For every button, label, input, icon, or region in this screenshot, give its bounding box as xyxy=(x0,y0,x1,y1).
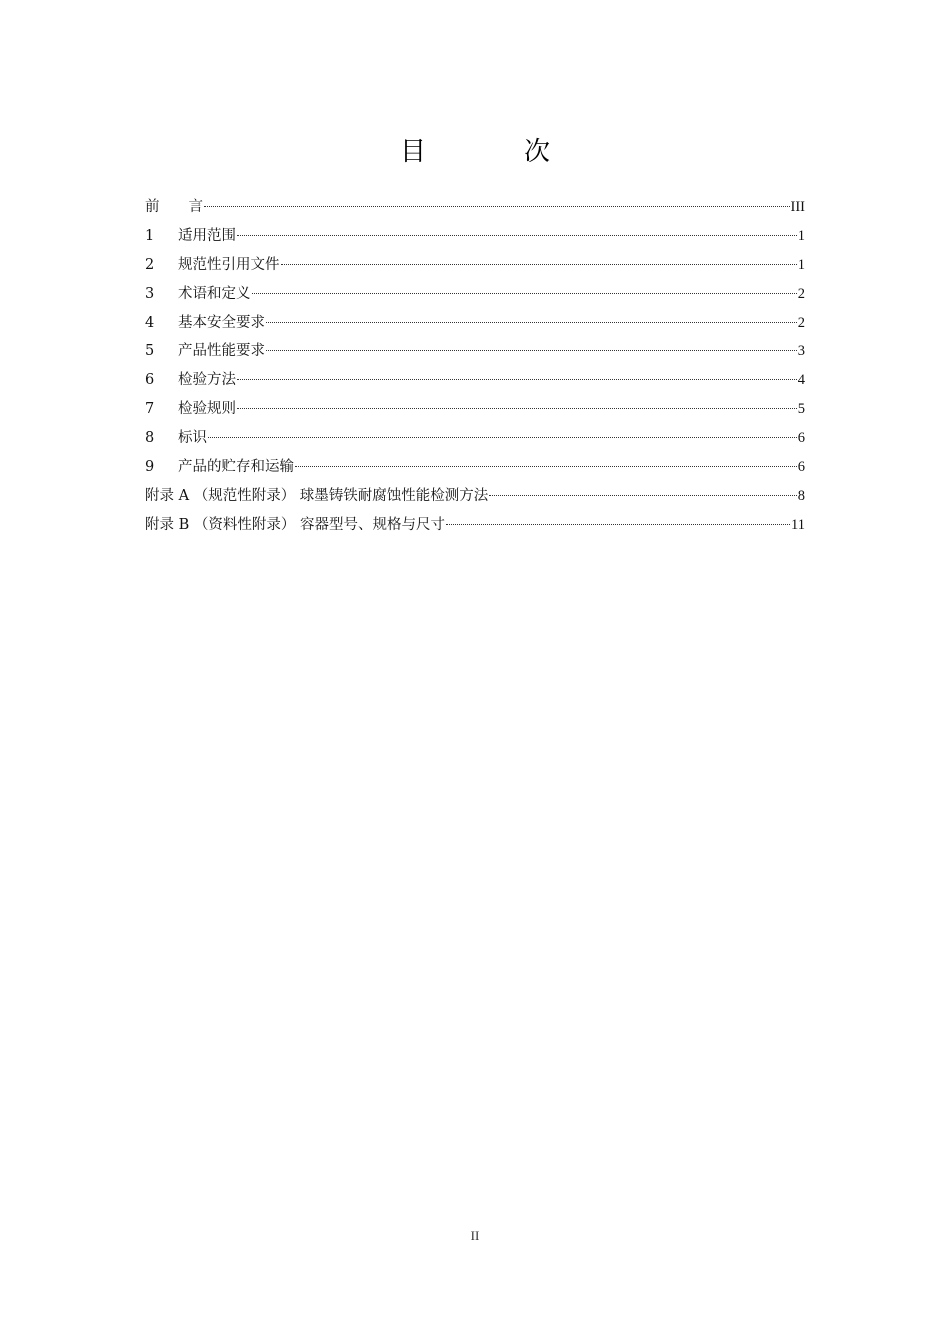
toc-dot-leader xyxy=(237,408,797,409)
toc-entry-appendix-b[interactable] xyxy=(145,514,805,543)
toc-entry-7[interactable] xyxy=(145,398,805,427)
toc-entry-number: 8 xyxy=(145,430,155,447)
toc-entry-number: 6 xyxy=(145,372,155,389)
toc-dot-leader xyxy=(281,264,797,265)
toc-dot-leader xyxy=(295,466,797,467)
toc-entry-number: 2 xyxy=(145,256,155,273)
toc-entry-5[interactable] xyxy=(145,340,805,369)
toc-entry-title: 规范性引用文件 xyxy=(178,256,280,273)
toc-entry-title: 基本安全要求 xyxy=(178,314,265,331)
toc-entry-appendix-a[interactable] xyxy=(145,485,805,514)
toc-entry-page: 1 xyxy=(797,227,805,244)
toc-entry-number: 9 xyxy=(145,459,155,476)
table-of-contents xyxy=(145,196,805,543)
toc-entry-number: 附录 A xyxy=(145,487,190,504)
toc-dot-leader xyxy=(237,379,797,380)
toc-entry-page: 6 xyxy=(797,459,805,476)
toc-entry-page: 1 xyxy=(797,256,805,273)
toc-entry-number: 3 xyxy=(145,285,155,302)
toc-entry-page: 5 xyxy=(797,401,805,418)
toc-entry-title: （规范性附录） 球墨铸铁耐腐蚀性能检测方法 xyxy=(189,487,489,504)
toc-entry-page: 11 xyxy=(791,516,805,533)
toc-entry-title: 言 xyxy=(159,199,203,215)
toc-entry-number: 附录 B xyxy=(145,516,190,533)
toc-dot-leader xyxy=(237,235,797,236)
toc-entry-9[interactable] xyxy=(145,456,805,485)
toc-dot-leader xyxy=(204,206,790,207)
toc-entry-number: 前 xyxy=(145,199,160,215)
toc-dot-leader xyxy=(489,495,796,496)
toc-entry-title: （资料性附录） 容器型号、规格与尺寸 xyxy=(189,516,445,533)
toc-entry-4[interactable] xyxy=(145,312,805,341)
toc-entry-page: 8 xyxy=(797,487,805,504)
toc-dot-leader xyxy=(266,322,797,323)
toc-entry-8[interactable] xyxy=(145,427,805,456)
toc-entry-number: 7 xyxy=(145,401,155,418)
toc-entry-title: 标识 xyxy=(178,430,207,447)
page-title: 目 次 xyxy=(399,137,586,167)
toc-dot-leader xyxy=(208,437,797,438)
toc-entry-1[interactable] xyxy=(145,225,805,254)
page-number: II xyxy=(470,1228,480,1243)
toc-entry-number: 4 xyxy=(145,314,155,331)
toc-entry-2[interactable] xyxy=(145,254,805,283)
toc-entry-title: 检验规则 xyxy=(178,401,236,418)
toc-entry-title: 检验方法 xyxy=(178,372,236,389)
toc-entry-title: 产品性能要求 xyxy=(178,343,265,360)
toc-entry-page: 4 xyxy=(797,372,805,389)
toc-entry-page: 6 xyxy=(797,430,805,447)
toc-dot-leader xyxy=(446,524,790,525)
toc-entry-page: 2 xyxy=(797,314,805,331)
toc-entry-3[interactable] xyxy=(145,283,805,312)
toc-entry-preface[interactable] xyxy=(145,196,805,225)
toc-dot-leader xyxy=(252,293,797,294)
toc-entry-title: 术语和定义 xyxy=(178,285,251,302)
toc-entry-6[interactable] xyxy=(145,369,805,398)
toc-entry-title: 适用范围 xyxy=(178,227,236,244)
toc-entry-title: 产品的贮存和运输 xyxy=(178,459,294,476)
toc-dot-leader xyxy=(266,350,797,351)
toc-entry-number: 5 xyxy=(145,343,155,360)
toc-entry-page: III xyxy=(790,199,805,215)
toc-entry-number: 1 xyxy=(145,227,155,244)
toc-entry-page: 3 xyxy=(797,343,805,360)
toc-entry-page: 2 xyxy=(797,285,805,302)
